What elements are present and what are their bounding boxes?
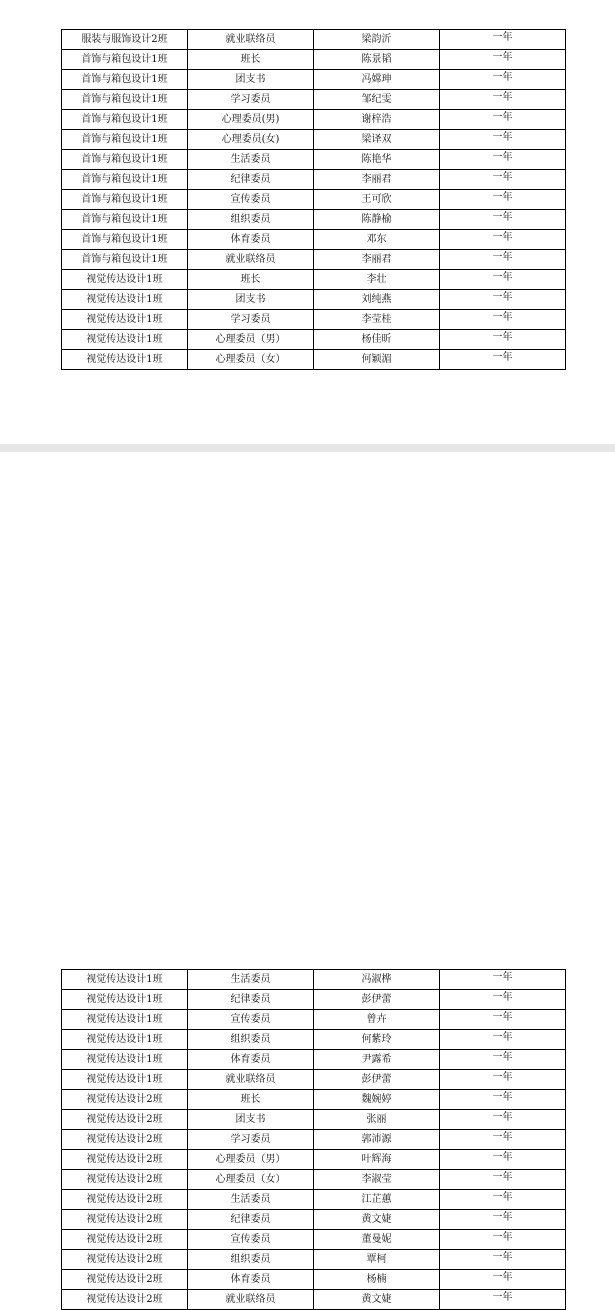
term-cell: 一年: [440, 250, 566, 270]
table-row: [62, 150, 566, 170]
table-row: [62, 50, 566, 70]
document-page-1: [0, 0, 615, 444]
class-name-cell: 视觉传达设计1班: [62, 1010, 188, 1030]
student-name-cell: 郭沛源: [314, 1130, 440, 1150]
table-row: [62, 1070, 566, 1090]
class-name-cell: 视觉传达设计2班: [62, 1210, 188, 1230]
position-cell: 就业联络员: [188, 250, 314, 270]
position-cell: 学习委员: [188, 90, 314, 110]
class-name-cell: 视觉传达设计1班: [62, 290, 188, 310]
class-name-cell: 首饰与箱包设计1班: [62, 130, 188, 150]
student-name-cell: 叶辉海: [314, 1150, 440, 1170]
position-cell: 就业联络员: [188, 1290, 314, 1310]
class-name-cell: 视觉传达设计1班: [62, 350, 188, 370]
table-row: [62, 1230, 566, 1250]
term-cell: 一年: [440, 230, 566, 250]
term-cell: 一年: [440, 1010, 566, 1030]
table-row: [62, 290, 566, 310]
table-row: [62, 170, 566, 190]
term-cell: 一年: [440, 210, 566, 230]
class-name-cell: 首饰与箱包设计1班: [62, 50, 188, 70]
term-cell: 一年: [440, 30, 566, 50]
student-name-cell: 彭伊蕾: [314, 990, 440, 1010]
term-cell: 一年: [440, 270, 566, 290]
term-cell: 一年: [440, 1270, 566, 1290]
class-name-cell: 视觉传达设计2班: [62, 1230, 188, 1250]
class-name-cell: 视觉传达设计2班: [62, 1150, 188, 1170]
document-page-2: [0, 452, 615, 1305]
position-cell: 纪律委员: [188, 1210, 314, 1230]
roster-table-page-1: [61, 29, 566, 370]
class-name-cell: 视觉传达设计2班: [62, 1190, 188, 1210]
student-name-cell: 陈艳华: [314, 150, 440, 170]
class-name-cell: 视觉传达设计2班: [62, 1290, 188, 1310]
student-name-cell: 王可欣: [314, 190, 440, 210]
class-name-cell: 视觉传达设计2班: [62, 1270, 188, 1290]
position-cell: 团支书: [188, 1110, 314, 1130]
position-cell: 班长: [188, 1090, 314, 1110]
class-name-cell: 视觉传达设计2班: [62, 1090, 188, 1110]
table-row: [62, 270, 566, 290]
term-cell: 一年: [440, 70, 566, 90]
term-cell: 一年: [440, 50, 566, 70]
position-cell: 生活委员: [188, 150, 314, 170]
class-name-cell: 视觉传达设计2班: [62, 1110, 188, 1130]
term-cell: 一年: [440, 1230, 566, 1250]
class-name-cell: 服装与服饰设计2班: [62, 30, 188, 50]
class-name-cell: 首饰与箱包设计1班: [62, 90, 188, 110]
position-cell: 组织委员: [188, 1250, 314, 1270]
term-cell: 一年: [440, 90, 566, 110]
term-cell: 一年: [440, 1030, 566, 1050]
position-cell: 心理委员（男）: [188, 1150, 314, 1170]
position-cell: 体育委员: [188, 1270, 314, 1290]
position-cell: 学习委员: [188, 1130, 314, 1150]
position-cell: 心理委员(男): [188, 110, 314, 130]
table-row: [62, 1190, 566, 1210]
table-row: [62, 1150, 566, 1170]
term-cell: 一年: [440, 130, 566, 150]
table-row: [62, 210, 566, 230]
table-row: [62, 30, 566, 50]
student-name-cell: 尹露希: [314, 1050, 440, 1070]
position-cell: 生活委员: [188, 970, 314, 990]
student-name-cell: 李壮: [314, 270, 440, 290]
position-cell: 组织委员: [188, 210, 314, 230]
position-cell: 宣传委员: [188, 1010, 314, 1030]
term-cell: 一年: [440, 110, 566, 130]
class-name-cell: 视觉传达设计1班: [62, 990, 188, 1010]
term-cell: 一年: [440, 310, 566, 330]
class-name-cell: 视觉传达设计2班: [62, 1170, 188, 1190]
class-name-cell: 首饰与箱包设计1班: [62, 250, 188, 270]
student-name-cell: 黄文婕: [314, 1210, 440, 1230]
student-name-cell: 邹纪雯: [314, 90, 440, 110]
class-name-cell: 视觉传达设计1班: [62, 310, 188, 330]
table-row: [62, 1210, 566, 1230]
term-cell: 一年: [440, 150, 566, 170]
position-cell: 纪律委员: [188, 170, 314, 190]
position-cell: 心理委员(女): [188, 130, 314, 150]
student-name-cell: 李淑莹: [314, 1170, 440, 1190]
term-cell: 一年: [440, 1190, 566, 1210]
term-cell: 一年: [440, 1130, 566, 1150]
student-name-cell: 覃柯: [314, 1250, 440, 1270]
table-row: [62, 1270, 566, 1290]
class-name-cell: 首饰与箱包设计1班: [62, 210, 188, 230]
term-cell: 一年: [440, 290, 566, 310]
class-name-cell: 首饰与箱包设计1班: [62, 170, 188, 190]
term-cell: 一年: [440, 1090, 566, 1110]
student-name-cell: 李莹桂: [314, 310, 440, 330]
student-name-cell: 曾卉: [314, 1010, 440, 1030]
position-cell: 团支书: [188, 70, 314, 90]
table-row: [62, 70, 566, 90]
student-name-cell: 魏婉婷: [314, 1090, 440, 1110]
term-cell: 一年: [440, 190, 566, 210]
position-cell: 班长: [188, 270, 314, 290]
term-cell: 一年: [440, 330, 566, 350]
table-row: [62, 1110, 566, 1130]
student-name-cell: 李丽君: [314, 170, 440, 190]
position-cell: 体育委员: [188, 1050, 314, 1070]
position-cell: 学习委员: [188, 310, 314, 330]
student-name-cell: 李丽君: [314, 250, 440, 270]
table-row: [62, 350, 566, 370]
position-cell: 团支书: [188, 290, 314, 310]
position-cell: 心理委员（女）: [188, 1170, 314, 1190]
term-cell: 一年: [440, 1210, 566, 1230]
table-row: [62, 110, 566, 130]
table-row: [62, 1250, 566, 1270]
class-name-cell: 视觉传达设计1班: [62, 1030, 188, 1050]
student-name-cell: 冯嫦珅: [314, 70, 440, 90]
position-cell: 心理委员（女）: [188, 350, 314, 370]
position-cell: 班长: [188, 50, 314, 70]
student-name-cell: 陈静榆: [314, 210, 440, 230]
position-cell: 心理委员（男）: [188, 330, 314, 350]
class-name-cell: 首饰与箱包设计1班: [62, 150, 188, 170]
class-name-cell: 视觉传达设计1班: [62, 1070, 188, 1090]
student-name-cell: 张丽: [314, 1110, 440, 1130]
class-name-cell: 视觉传达设计1班: [62, 1050, 188, 1070]
table-row: [62, 250, 566, 270]
student-name-cell: 刘纯燕: [314, 290, 440, 310]
student-name-cell: 冯淑桦: [314, 970, 440, 990]
class-name-cell: 视觉传达设计1班: [62, 970, 188, 990]
student-name-cell: 陈景韬: [314, 50, 440, 70]
class-name-cell: 首饰与箱包设计1班: [62, 230, 188, 250]
table-row: [62, 190, 566, 210]
class-name-cell: 视觉传达设计1班: [62, 270, 188, 290]
term-cell: 一年: [440, 990, 566, 1010]
table-row: [62, 1290, 566, 1310]
student-name-cell: 谢梓浩: [314, 110, 440, 130]
position-cell: 体育委员: [188, 230, 314, 250]
table-row: [62, 990, 566, 1010]
class-name-cell: 首饰与箱包设计1班: [62, 110, 188, 130]
position-cell: 生活委员: [188, 1190, 314, 1210]
student-name-cell: 梁韵沂: [314, 30, 440, 50]
student-name-cell: 何颖湄: [314, 350, 440, 370]
page-separator: [0, 444, 615, 452]
roster-table-page-2: [61, 969, 566, 1310]
student-name-cell: 黄文婕: [314, 1290, 440, 1310]
student-name-cell: 邓东: [314, 230, 440, 250]
table-row: [62, 1030, 566, 1050]
table-row: [62, 310, 566, 330]
class-name-cell: 首饰与箱包设计1班: [62, 190, 188, 210]
position-cell: 组织委员: [188, 1030, 314, 1050]
table-row: [62, 330, 566, 350]
term-cell: 一年: [440, 1290, 566, 1310]
class-name-cell: 视觉传达设计1班: [62, 330, 188, 350]
position-cell: 宣传委员: [188, 1230, 314, 1250]
term-cell: 一年: [440, 1070, 566, 1090]
position-cell: 就业联络员: [188, 30, 314, 50]
position-cell: 宣传委员: [188, 190, 314, 210]
student-name-cell: 杨楠: [314, 1270, 440, 1290]
table-row: [62, 90, 566, 110]
term-cell: 一年: [440, 170, 566, 190]
class-name-cell: 视觉传达设计2班: [62, 1130, 188, 1150]
position-cell: 就业联络员: [188, 1070, 314, 1090]
position-cell: 纪律委员: [188, 990, 314, 1010]
table-row: [62, 1170, 566, 1190]
student-name-cell: 彭伊蕾: [314, 1070, 440, 1090]
table-row: [62, 230, 566, 250]
term-cell: 一年: [440, 1050, 566, 1070]
student-name-cell: 董曼妮: [314, 1230, 440, 1250]
term-cell: 一年: [440, 970, 566, 990]
class-name-cell: 视觉传达设计2班: [62, 1250, 188, 1270]
student-name-cell: 杨佳昕: [314, 330, 440, 350]
table-row: [62, 1090, 566, 1110]
student-name-cell: 何紫玲: [314, 1030, 440, 1050]
table-row: [62, 970, 566, 990]
term-cell: 一年: [440, 1150, 566, 1170]
term-cell: 一年: [440, 1110, 566, 1130]
term-cell: 一年: [440, 1170, 566, 1190]
term-cell: 一年: [440, 350, 566, 370]
table-row: [62, 130, 566, 150]
table-row: [62, 1010, 566, 1030]
table-row: [62, 1130, 566, 1150]
class-name-cell: 首饰与箱包设计1班: [62, 70, 188, 90]
student-name-cell: 江芷蕙: [314, 1190, 440, 1210]
table-row: [62, 1050, 566, 1070]
term-cell: 一年: [440, 1250, 566, 1270]
student-name-cell: 梁译双: [314, 130, 440, 150]
